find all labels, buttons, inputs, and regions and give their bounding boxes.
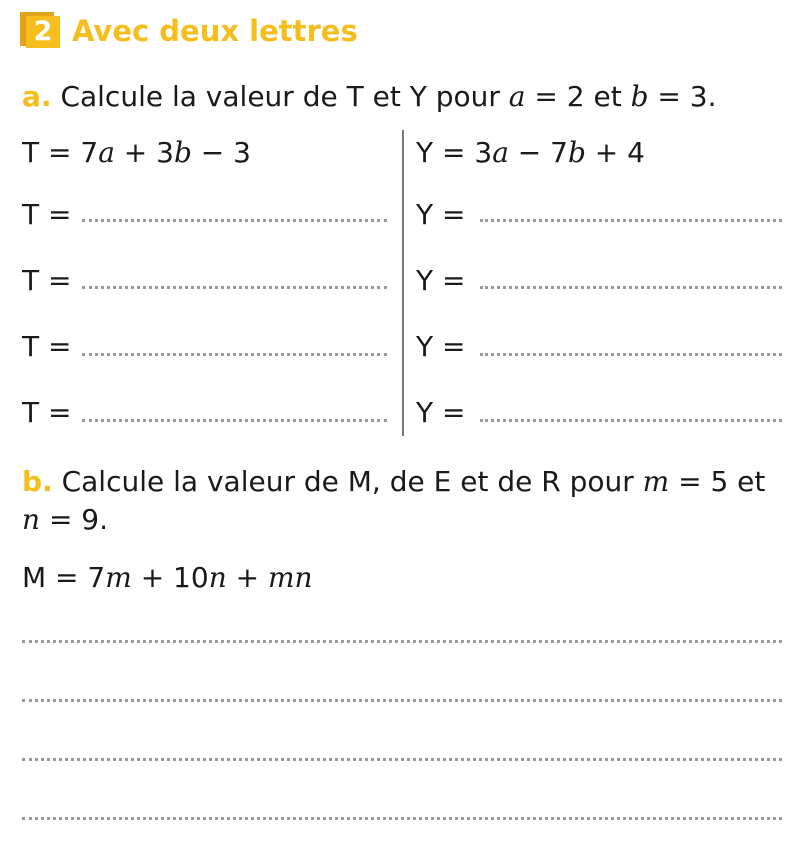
y-row-label: Y = <box>416 264 466 297</box>
var-m: m <box>642 465 670 498</box>
part-a-text: Calcule la valeur de T et Y pour <box>60 80 509 113</box>
t-row-label: T = <box>22 264 72 297</box>
part-a-label: a. <box>22 80 52 113</box>
part-a-instruction <box>22 80 717 113</box>
m-answer-line[interactable] <box>22 758 782 761</box>
y-answer-line[interactable] <box>480 286 782 289</box>
expr-m-lhs: M = 7 <box>22 561 106 594</box>
expr-t-lhs: T = 7 <box>22 136 99 169</box>
part-b-instruction-line1 <box>22 465 765 498</box>
part-b-label: b. <box>22 465 53 498</box>
expression-m <box>22 561 313 594</box>
y-answer-line[interactable] <box>480 419 782 422</box>
expr-t-var-a: a <box>98 136 115 169</box>
part-a-text-mid1: = 2 et <box>525 80 631 113</box>
part-b-instruction-line2 <box>22 503 108 536</box>
expr-m-var-m: m <box>105 561 132 594</box>
part-b-text-mid: = 5 et <box>669 465 766 498</box>
var-b: b <box>630 80 649 113</box>
expr-y-var-a: a <box>492 136 509 169</box>
t-row-label: T = <box>22 396 72 429</box>
m-answer-line[interactable] <box>22 640 782 643</box>
part-b-text-end: = 9. <box>40 503 109 536</box>
expr-m-var-n: n <box>208 561 227 594</box>
expr-y-rhs: + 4 <box>585 136 645 169</box>
expr-m-mid: + 10 <box>131 561 209 594</box>
expr-m-plus: + <box>226 561 268 594</box>
y-row-label: Y = <box>416 396 466 429</box>
var-n: n <box>22 503 41 536</box>
t-row-label: T = <box>22 198 72 231</box>
exercise-number-badge: 2 <box>26 16 60 48</box>
expr-t-mid: + 3 <box>114 136 174 169</box>
var-a: a <box>508 80 526 113</box>
y-answer-line[interactable] <box>480 219 782 222</box>
part-b-text: Calcule la valeur de M, de E et de R pour <box>61 465 643 498</box>
column-separator <box>402 130 404 436</box>
exercise-title: Avec deux lettres <box>72 14 358 48</box>
expr-y-mid: − 7 <box>508 136 568 169</box>
y-row-label: Y = <box>416 330 466 363</box>
t-row-label: T = <box>22 330 72 363</box>
expr-t-rhs: − 3 <box>191 136 251 169</box>
t-answer-line[interactable] <box>82 219 387 222</box>
expr-t-var-b: b <box>173 136 192 169</box>
t-answer-line[interactable] <box>82 286 387 289</box>
m-answer-line[interactable] <box>22 699 782 702</box>
t-answer-line[interactable] <box>82 419 387 422</box>
expr-y-var-b: b <box>567 136 586 169</box>
expression-t <box>22 136 251 169</box>
y-row-label: Y = <box>416 198 466 231</box>
part-a-text-end: = 3. <box>648 80 717 113</box>
m-answer-line[interactable] <box>22 817 782 820</box>
expression-y <box>416 136 645 169</box>
y-answer-line[interactable] <box>480 353 782 356</box>
expr-y-lhs: Y = 3 <box>416 136 493 169</box>
expr-m-var-mn: mn <box>268 561 313 594</box>
t-answer-line[interactable] <box>82 353 387 356</box>
